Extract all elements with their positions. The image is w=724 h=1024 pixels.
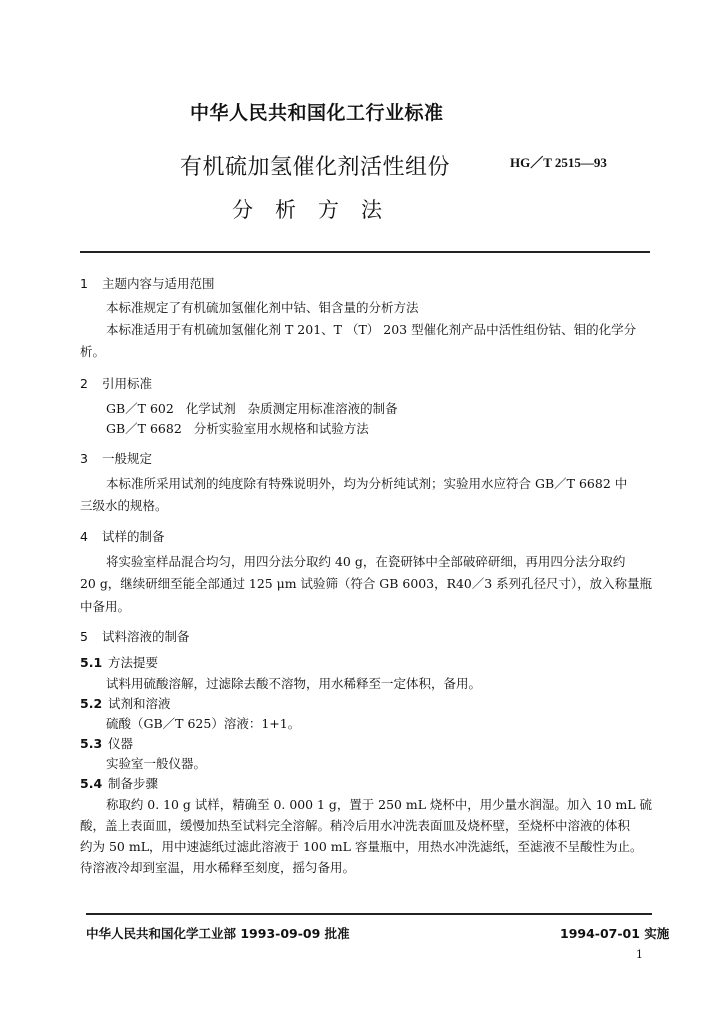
paragraph-line: 称取约 0. 10 g 试样，精确至 0. 000 1 g，置于 250 mL 烧杯中，用少量水润湿。加入 10 mL 硫 <box>106 797 652 812</box>
section-number: 2 <box>80 376 88 391</box>
section-number: 3 <box>80 451 88 466</box>
section-5-heading <box>80 627 190 645</box>
subsection-5-3-heading <box>80 734 133 752</box>
paragraph-line: 本标准规定了有机硫加氢催化剂中钴、钼含量的分析方法 <box>106 300 419 315</box>
section-title: 引用标准 <box>102 376 153 391</box>
subsection-title: 方法提要 <box>108 655 159 670</box>
paragraph-line: 酸，盖上表面皿，缓慢加热至试料完全溶解。稍冷后用水冲洗表面皿及烧杯壁，至烧杯中溶液的体积 <box>80 818 631 833</box>
paragraph-line: 约为 50 mL，用中速滤纸过滤此溶液于 100 mL 容量瓶中，用热水冲洗滤纸，至滤液不呈酸性为止。 <box>80 839 643 854</box>
section-title: 一般规定 <box>102 451 153 466</box>
subsection-number: 5.1 <box>80 655 103 670</box>
subsection-number: 5.3 <box>80 736 103 751</box>
subsection-title: 仪器 <box>108 736 134 751</box>
footer-divider <box>86 913 652 915</box>
section-number: 4 <box>80 529 88 544</box>
subsection-title: 试剂和溶液 <box>108 696 171 711</box>
document-subtitle: 分析方法 <box>232 198 404 222</box>
subsection-5-4-heading <box>80 774 158 792</box>
section-4-heading <box>80 527 165 545</box>
reference-line: GB／T 6682 分析实验室用水规格和试验方法 <box>106 421 369 436</box>
section-1-heading <box>80 274 215 292</box>
approval-note: 中华人民共和国化学工业部 1993-09-09 批准 <box>86 926 350 941</box>
paragraph-line: 实验室一般仪器。 <box>106 756 207 771</box>
paragraph-line: 20 g，继续研细至能全部通过 125 μm 试验筛（符合 GB 6003，R40／3 系列孔径尺寸），放入称量瓶 <box>80 576 653 591</box>
subsection-5-2-heading <box>80 694 171 712</box>
subsection-number: 5.4 <box>80 776 103 791</box>
section-3-heading <box>80 449 152 467</box>
paragraph-line: 硫酸（GB／T 625）溶液：1+1。 <box>106 716 301 731</box>
paragraph-line: 析。 <box>80 344 106 359</box>
paragraph-line: 待溶液冷却到室温，用水稀释至刻度，摇匀备用。 <box>80 860 356 875</box>
paragraph-line: 本标准适用于有机硫加氢催化剂 T 201、T （T） 203 型催化剂产品中活性组份钴、钼的化学分 <box>106 322 637 337</box>
section-title: 试料溶液的制备 <box>102 629 190 644</box>
section-2-heading <box>80 374 152 392</box>
header-divider <box>80 251 650 253</box>
paragraph-line: 本标准所采用试剂的纯度除有特殊说明外，均为分析纯试剂；实验用水应符合 GB／T 6682 中 <box>106 476 628 491</box>
reference-line: GB／T 602 化学试剂 杂质测定用标准溶液的制备 <box>106 401 398 416</box>
section-title: 试样的制备 <box>102 529 165 544</box>
section-number: 1 <box>80 276 88 291</box>
paragraph-line: 将实验室样品混合均匀，用四分法分取约 40 g，在瓷研钵中全部破碎研细，再用四分法分取约 <box>106 554 626 569</box>
subsection-number: 5.2 <box>80 696 103 711</box>
paragraph-line: 试料用硫酸溶解，过滤除去酸不溶物，用水稀释至一定体积，备用。 <box>106 676 482 691</box>
section-number: 5 <box>80 629 88 644</box>
standard-code: HG／T 2515—93 <box>510 155 607 170</box>
issuing-organization: 中华人民共和国化工行业标准 <box>190 102 444 124</box>
page-number: 1 <box>636 948 643 961</box>
subsection-5-1-heading <box>80 653 158 671</box>
section-title: 主题内容与适用范围 <box>102 276 215 291</box>
document-title: 有机硫加氢催化剂活性组份 <box>180 155 451 180</box>
effective-date: 1994-07-01 实施 <box>560 926 670 941</box>
subsection-title: 制备步骤 <box>108 776 159 791</box>
paragraph-line: 中备用。 <box>80 599 131 614</box>
paragraph-line: 三级水的规格。 <box>80 498 168 513</box>
